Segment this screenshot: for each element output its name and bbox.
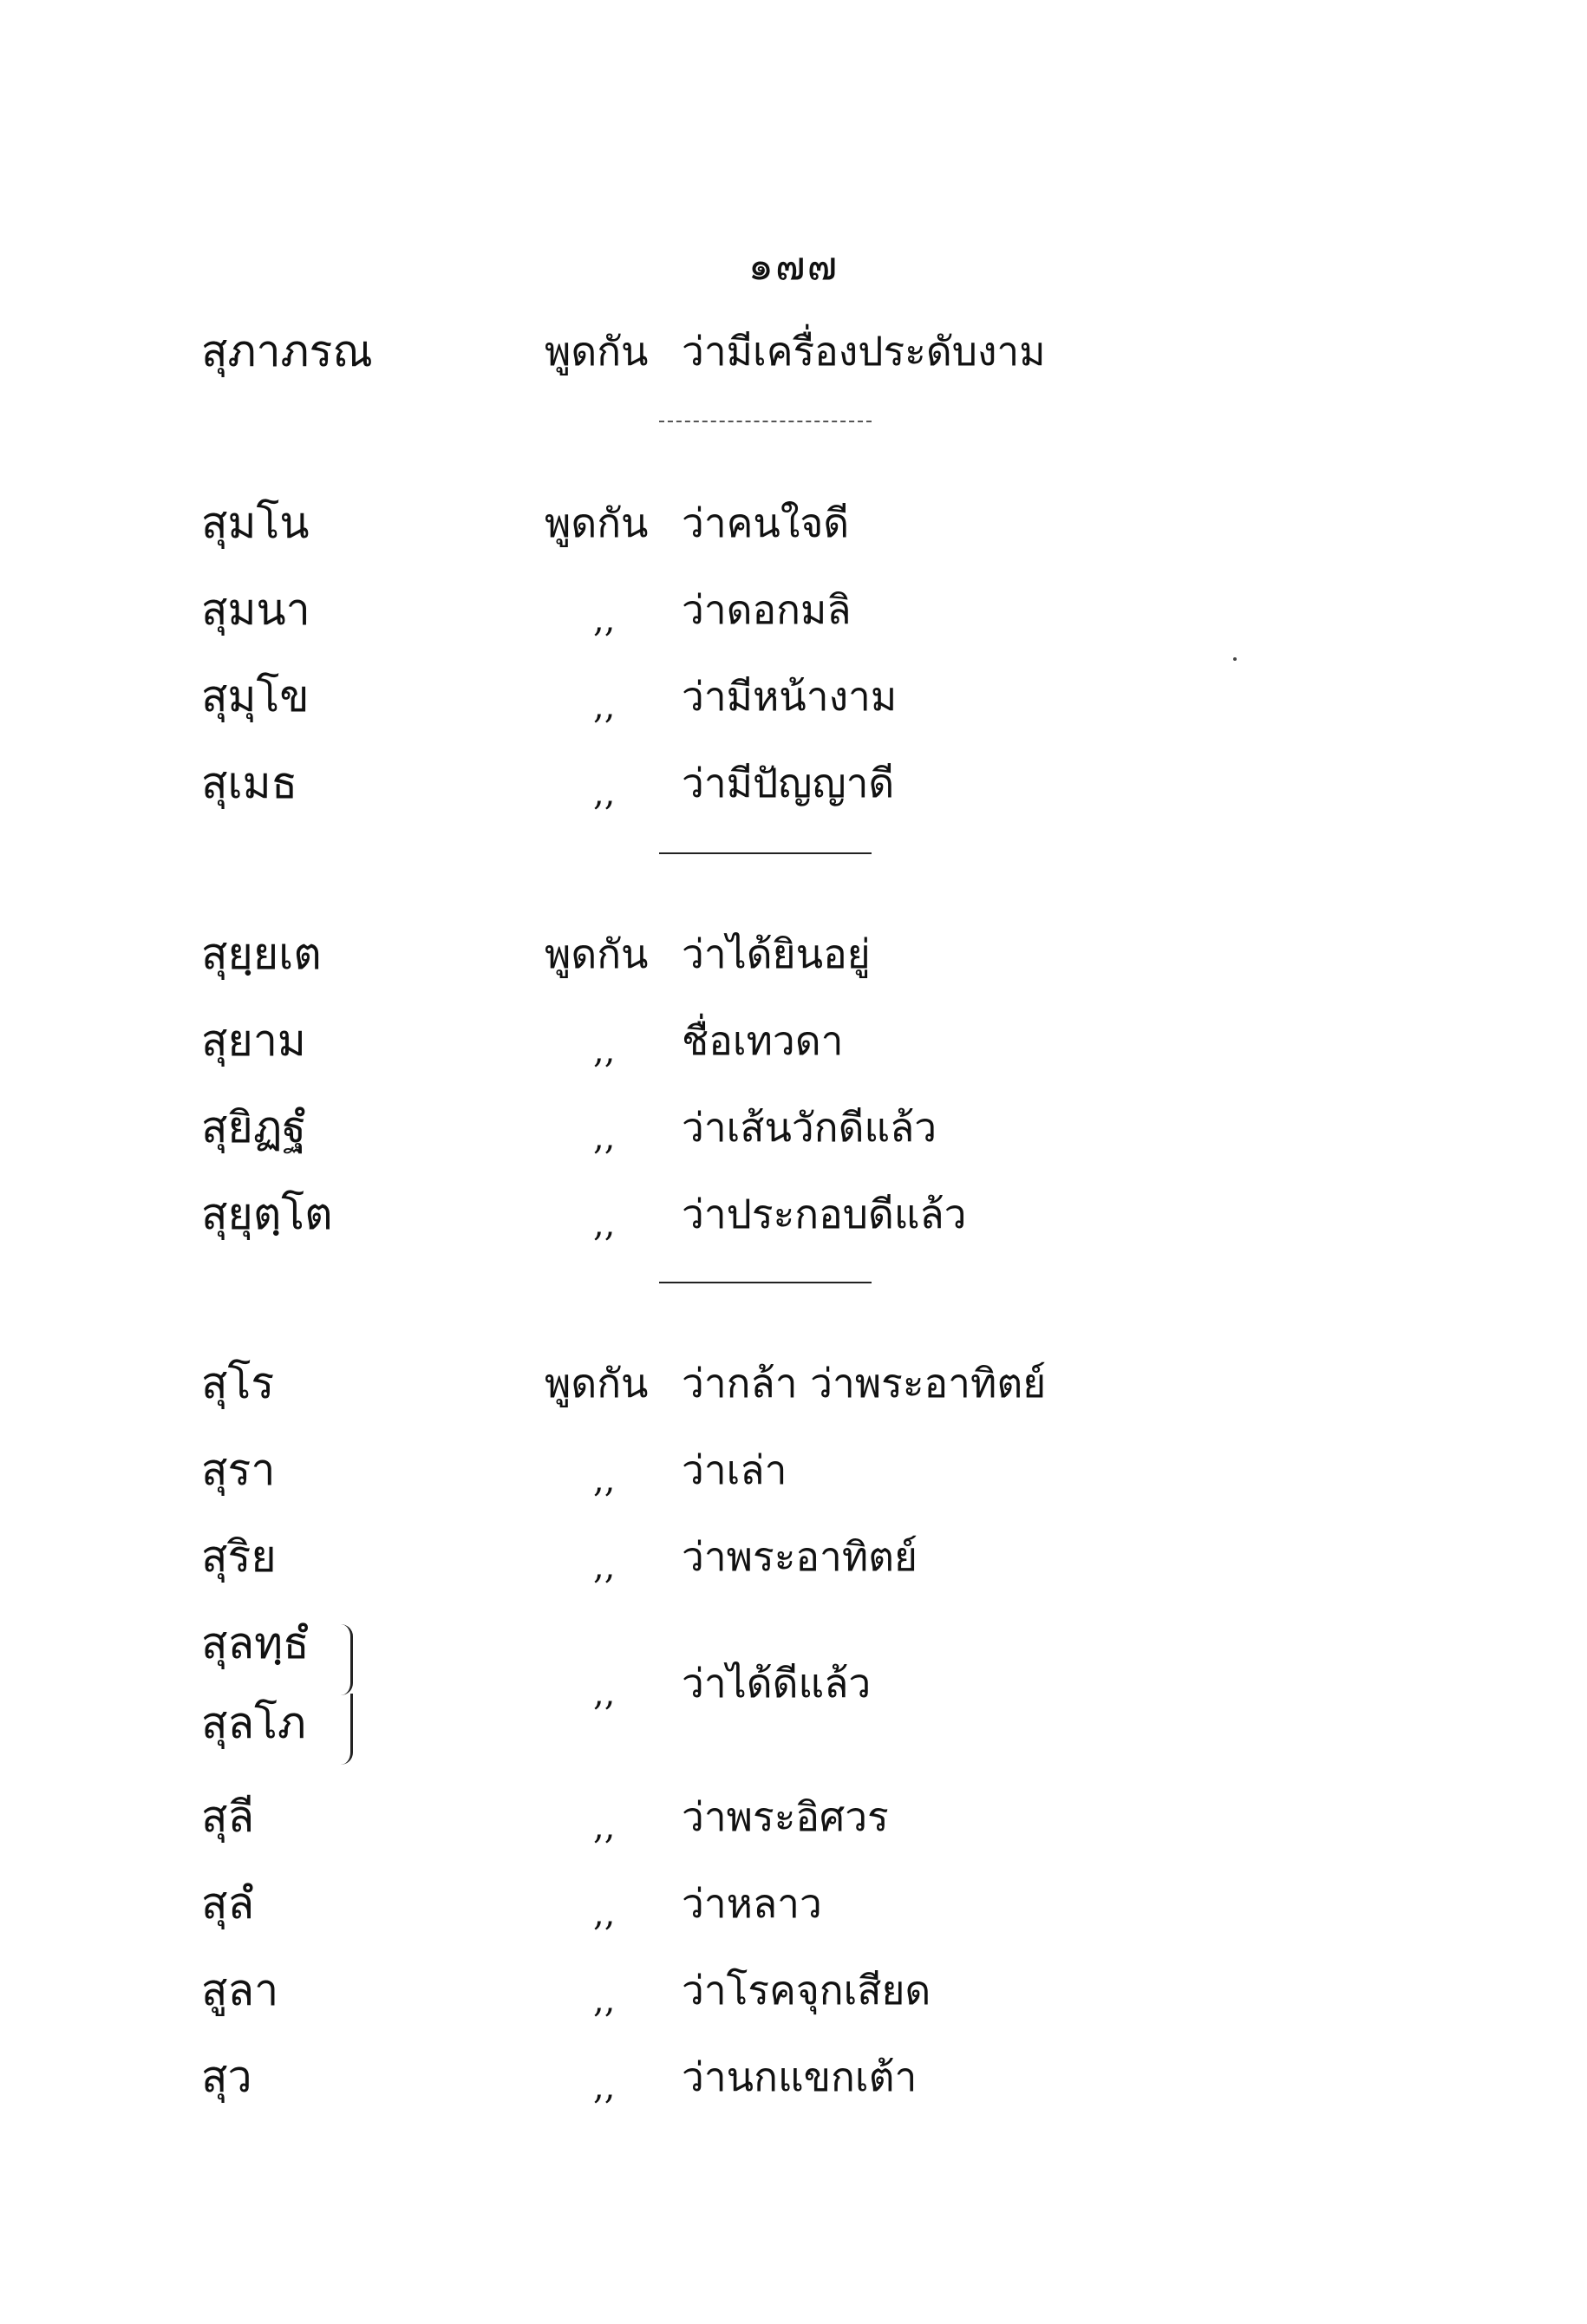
entry-meaning: ว่ามีหน้างาม [682,673,898,720]
entry-term: สุมนา [201,584,310,635]
entry-row [0,997,1587,1084]
entry-meaning: ว่าเล่า [682,1446,787,1493]
entry-meaning: ว่าโรคจุกเสียด [682,1967,931,2014]
entry-label: พูดกัน [545,328,649,375]
section-divider [659,421,872,422]
ditto-mark: ,, [593,774,616,813]
entry-row [0,1513,1587,1600]
entry-term: สุลี [201,1792,255,1842]
entry-meaning: ว่าพระอิศวร [682,1793,889,1840]
entry-row [0,1860,1587,1947]
entry-term: สุมุโข [201,671,310,721]
entry-term: สุว [201,2052,252,2102]
ditto-mark: ,, [593,1031,616,1071]
entry-term: สุริย [201,1531,277,1582]
grouped-entry [0,1600,1587,1773]
entry-row [0,2034,1587,2120]
entry-term: สุมโน [201,498,310,548]
ditto-mark: ,, [593,2067,616,2107]
ditto-mark: ,, [593,1460,616,1500]
entry-term: สุยุตฺโต [201,1189,333,1239]
brace-upper [340,1624,353,1695]
scan-speck [1233,657,1237,661]
entry-meaning: ว่าได้ดีแล้ว [682,1660,872,1707]
ditto-mark: ,, [593,1981,616,2020]
entry-term: สุลทฺธํ [201,1618,310,1668]
entry-label: พูดกัน [545,930,649,977]
entry-row [0,1773,1587,1860]
entry-meaning: ว่าดอกมลิ [682,586,852,633]
ditto-mark: ,, [593,1547,616,1587]
entry-term: สุยฺยเต [201,929,322,979]
entry-term: สุภาภรณ [201,326,373,376]
entry-label: พูดกัน [545,1360,649,1407]
entry-meaning: ว่าคนใจดี [682,499,850,546]
section-divider [659,1282,872,1283]
entry-meaning: ว่าประกอบดีแล้ว [682,1191,967,1237]
entry-meaning: ว่ากล้า ว่าพระอาทิตย์ [682,1360,1047,1407]
ditto-mark: ,, [593,687,616,727]
ditto-mark: ,, [593,1118,616,1158]
entry-term: สุเมธ [201,758,298,808]
entry-term: สุยิฏฐํ [201,1102,306,1152]
entry-term: สุลํ [201,1878,255,1929]
entry-row [0,740,1587,826]
entry-row [0,653,1587,740]
entry-term: สุยาม [201,1015,306,1066]
ditto-mark: ,, [593,1894,616,1934]
entry-term: สุโร [201,1358,275,1408]
entry-row [0,308,1587,395]
page-number: ๑๗๗ [748,242,839,289]
entry-row [0,1947,1587,2034]
ditto-mark: ,, [593,1204,616,1244]
entry-row [0,1340,1587,1426]
entry-row [0,480,1587,566]
entry-meaning: ว่าหลาว [682,1880,822,1927]
entry-row [0,1084,1587,1171]
entry-meaning: ว่าเส้นวักดีแล้ว [682,1104,937,1151]
brace-lower [340,1694,353,1765]
entry-meaning: ว่าพระอาทิตย์ [682,1533,918,1580]
entry-meaning: ว่ามีเครื่องประดับงาม [682,328,1046,375]
entry-row [0,1426,1587,1513]
ditto-mark: ,, [593,1674,616,1714]
ditto-mark: ,, [593,1807,616,1847]
entry-row [0,1171,1587,1257]
entry-meaning: ว่าได้ยินอยู่ [682,930,871,977]
entry-meaning: ชื่อเทวดา [682,1017,844,1064]
entry-term: สุรา [201,1445,276,1495]
entry-meaning: ว่ามีปัญญาดี [682,760,895,806]
entry-term: สุลโภ [201,1698,306,1748]
entry-label: พูดกัน [545,499,649,546]
entry-meaning: ว่านกแขกเต้า [682,2053,918,2100]
section-divider [659,852,872,854]
ditto-mark: ,, [593,600,616,640]
entry-row [0,566,1587,653]
entry-row [0,911,1587,997]
entry-term: สูลา [201,1965,279,2015]
